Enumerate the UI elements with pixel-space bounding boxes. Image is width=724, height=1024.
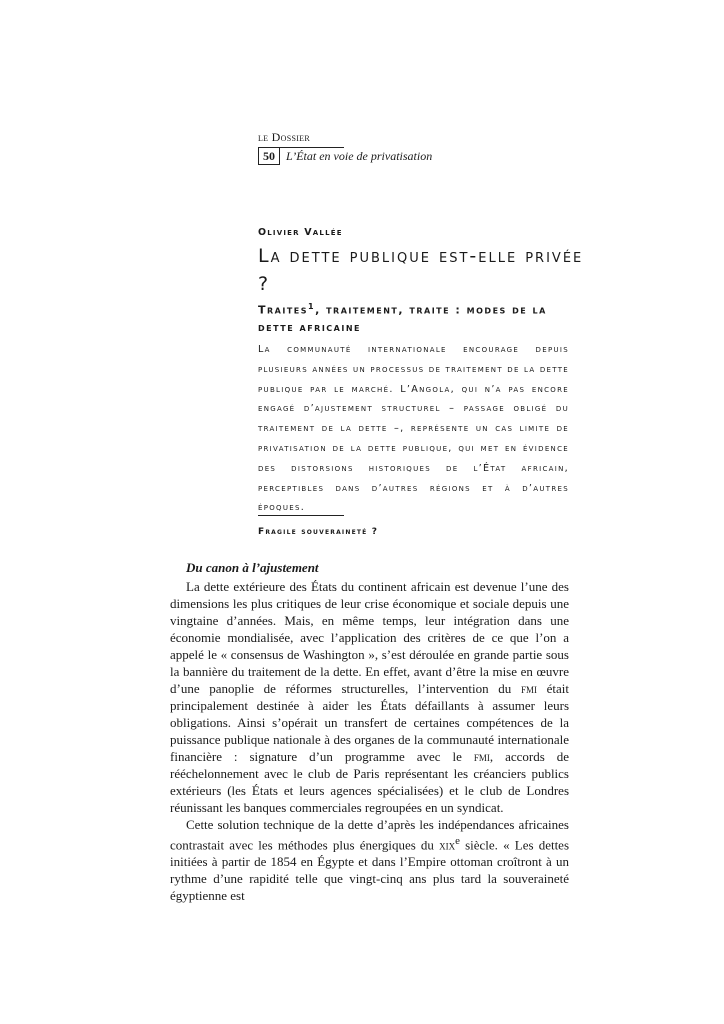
subsection-heading: Du canon à l’ajustement	[186, 560, 319, 575]
article-abstract: La communauté internationale encourage depuis plusieurs années un processus de traitement de la dette publique par le marché. L’Angola, qui n’a pas encore engagé d’ajustement structurel – passage obligé du traitement de la dette –, représente un cas limite de privatisation de la dette publique, qui met en évidence des distorsions historiques de l’État africain, perceptibles dans d’autres régions et à d’autres époques.	[258, 344, 569, 514]
page-number: 50	[258, 147, 280, 165]
article-title: La dette publique est-elle privée ?	[258, 245, 584, 295]
footnote-marker[interactable]: 1	[308, 302, 316, 311]
issue-title: L’État en voie de privatisation	[286, 148, 433, 163]
p1-text-c: , accords de rééchelonnement avec le club de Paris représentant les créanciers publics extérieurs (les États et leurs agences spécialisées) et le club de Londres réunissant les banques commerciales regroupées en un syndicat.	[170, 749, 570, 815]
article-subtitle	[258, 298, 578, 336]
section-heading: Fragile souveraineté ?	[258, 527, 379, 537]
subtitle-start: Traites	[258, 303, 309, 317]
body-paragraph-1	[170, 578, 569, 816]
century-numeral: xix	[439, 837, 456, 853]
subtitle-rest: , traitement, traite : modes de la dette africaine	[258, 303, 547, 334]
abbr-fmi: fmi	[473, 749, 490, 764]
author-name: Olivier Vallée	[258, 227, 343, 238]
century-suffix: e	[455, 835, 460, 847]
body-paragraph-2	[170, 816, 569, 904]
running-header	[258, 147, 432, 165]
abbr-fmi: fmi	[520, 681, 537, 696]
p2-text-a: Cette solution technique de la dette d’après les indépendances africaines contrastait avec les méthodes plus énergiques du	[170, 817, 569, 853]
running-header-section: le Dossier	[258, 130, 344, 148]
p1-text-a: La dette extérieure des États du continent africain est devenue l’une des dimensions les plus critiques de leur crise économique et sociale depuis une vingtaine d’années. Mais, en même temps, leur intégration dans une économie mondialisée, avec l’application des critères de ce que l’on a appelé le « consensus de Washington », s’est déroulée en grande partie sous la bannière du traitement de la dette. En effet, avant d’être la mise en œuvre d’une panoplie de réformes structurelles, l’intervention du	[170, 579, 569, 696]
p2-text-b: siècle. « Les dettes initiées à partir de 1854 en Égypte et dans l’Empire ottoman croîtront à un rythme d’une rapidité telle que vingt-cinq ans plus tard la souveraineté égyptienne est	[170, 837, 570, 904]
p1-text-b: était principalement destinée à aider les États défaillants à assumer leurs obligations. Ainsi s’opérait un transfert de certaines compétences de la puissance publique nationale à des organes de la communauté internationale financière : signature d’un programme avec le	[170, 681, 570, 764]
section-divider	[258, 515, 344, 516]
article-body	[170, 578, 569, 904]
